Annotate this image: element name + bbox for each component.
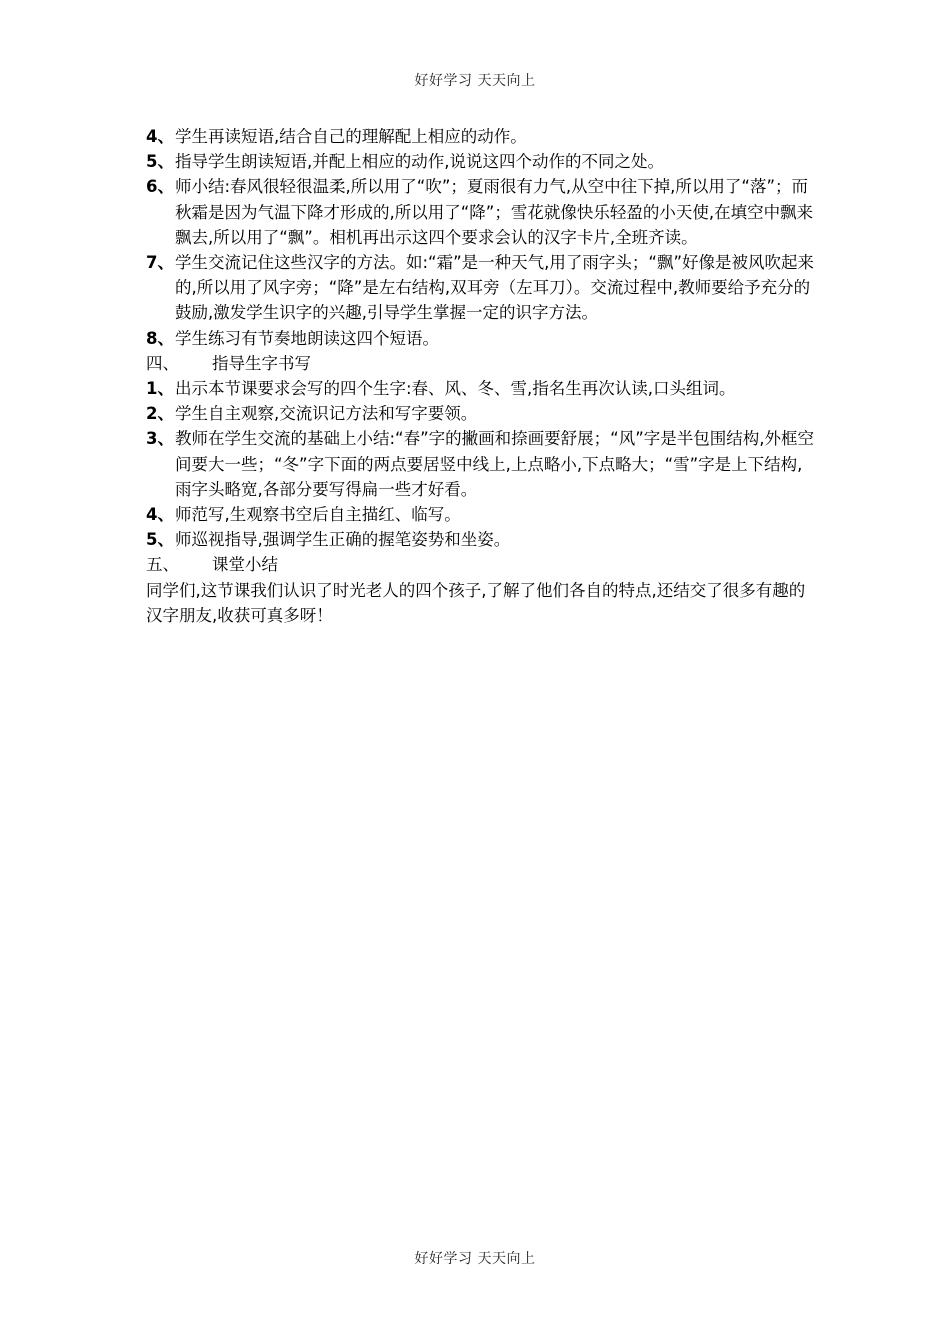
item-text: 师小结:春风很轻很温柔,所以用了“吹”；夏雨很有力气,从空中往下掉,所以用了“落”；而秋霜是因为气温下降才形成的,所以用了“降”；雪花就像快乐轻盈的小天使,在填空中飘来飘去,所以用了“飘”。相机再出示这四个要求会认的汉字卡片,全班齐读。 [175, 177, 814, 247]
list-item [146, 149, 818, 174]
list-item [146, 401, 818, 426]
item-number: 5、 [146, 152, 174, 172]
item-number: 5、 [146, 530, 174, 550]
list-item [146, 326, 818, 351]
item-number: 4、 [146, 127, 174, 146]
summary-paragraph: 同学们,这节课我们认识了时光老人的四个孩子,了解了他们各自的特点,还结交了很多有趣的汉字朋友,收获可真多呀！ [146, 580, 806, 625]
list-item [146, 426, 818, 502]
item-text: 学生练习有节奏地朗读这四个短语。 [175, 328, 439, 348]
section-title: 指导生字书写 [212, 353, 311, 373]
document-body [146, 124, 818, 628]
list-item [146, 527, 818, 552]
item-text: 教师在学生交流的基础上小结:“春”字的撇画和捺画要舒展；“风”字是半包围结构,外框空间要大一些；“冬”字下面的两点要居竖中线上,上点略小,下点略大；“雪”字是上下结构,雨字头略宽,各部分要写得扁一些才好看。 [175, 429, 814, 499]
section-number: 五、 [146, 555, 179, 575]
page-header: 好好学习 天天向上 [414, 73, 536, 89]
list-item [146, 250, 818, 326]
list-item [146, 174, 818, 250]
list-item [146, 124, 818, 149]
item-number: 6、 [146, 177, 174, 197]
section-heading-writing [146, 351, 818, 376]
list-item [146, 502, 818, 527]
item-number: 8、 [146, 328, 174, 348]
item-text: 学生自主观察,交流识记方法和写字要领。 [175, 404, 478, 424]
item-number: 7、 [146, 253, 174, 273]
list-item [146, 376, 818, 401]
section-heading-summary [146, 552, 818, 577]
item-number: 3、 [146, 429, 174, 449]
item-text: 师范写,生观察书空后自主描红、临写。 [175, 505, 461, 525]
section-number: 四、 [146, 353, 179, 373]
item-number: 2、 [146, 404, 174, 424]
item-text: 指导学生朗读短语,并配上相应的动作,说说这四个动作的不同之处。 [175, 152, 664, 172]
section-title: 课堂小结 [212, 555, 278, 575]
item-text: 学生再读短语,结合自己的理解配上相应的动作。 [175, 127, 527, 146]
item-text: 出示本节课要求会写的四个生字:春、风、冬、雪,指名生再次认读,口头组词。 [175, 379, 736, 399]
item-text: 学生交流记住这些汉字的方法。如:“霜”是一种天气,用了雨字头；“飘”好像是被风吹起来的,所以用了风字旁；“降”是左右结构,双耳旁（左耳刀）。交流过程中,教师要给予充分的鼓励,激发学生识字的兴趣,引导学生掌握一定的识字方法。 [175, 253, 814, 323]
page-footer: 好好学习 天天向上 [414, 1251, 536, 1267]
item-text: 师巡视指导,强调学生正确的握笔姿势和坐姿。 [175, 530, 511, 550]
item-number: 1、 [146, 379, 174, 399]
item-number: 4、 [146, 505, 174, 525]
